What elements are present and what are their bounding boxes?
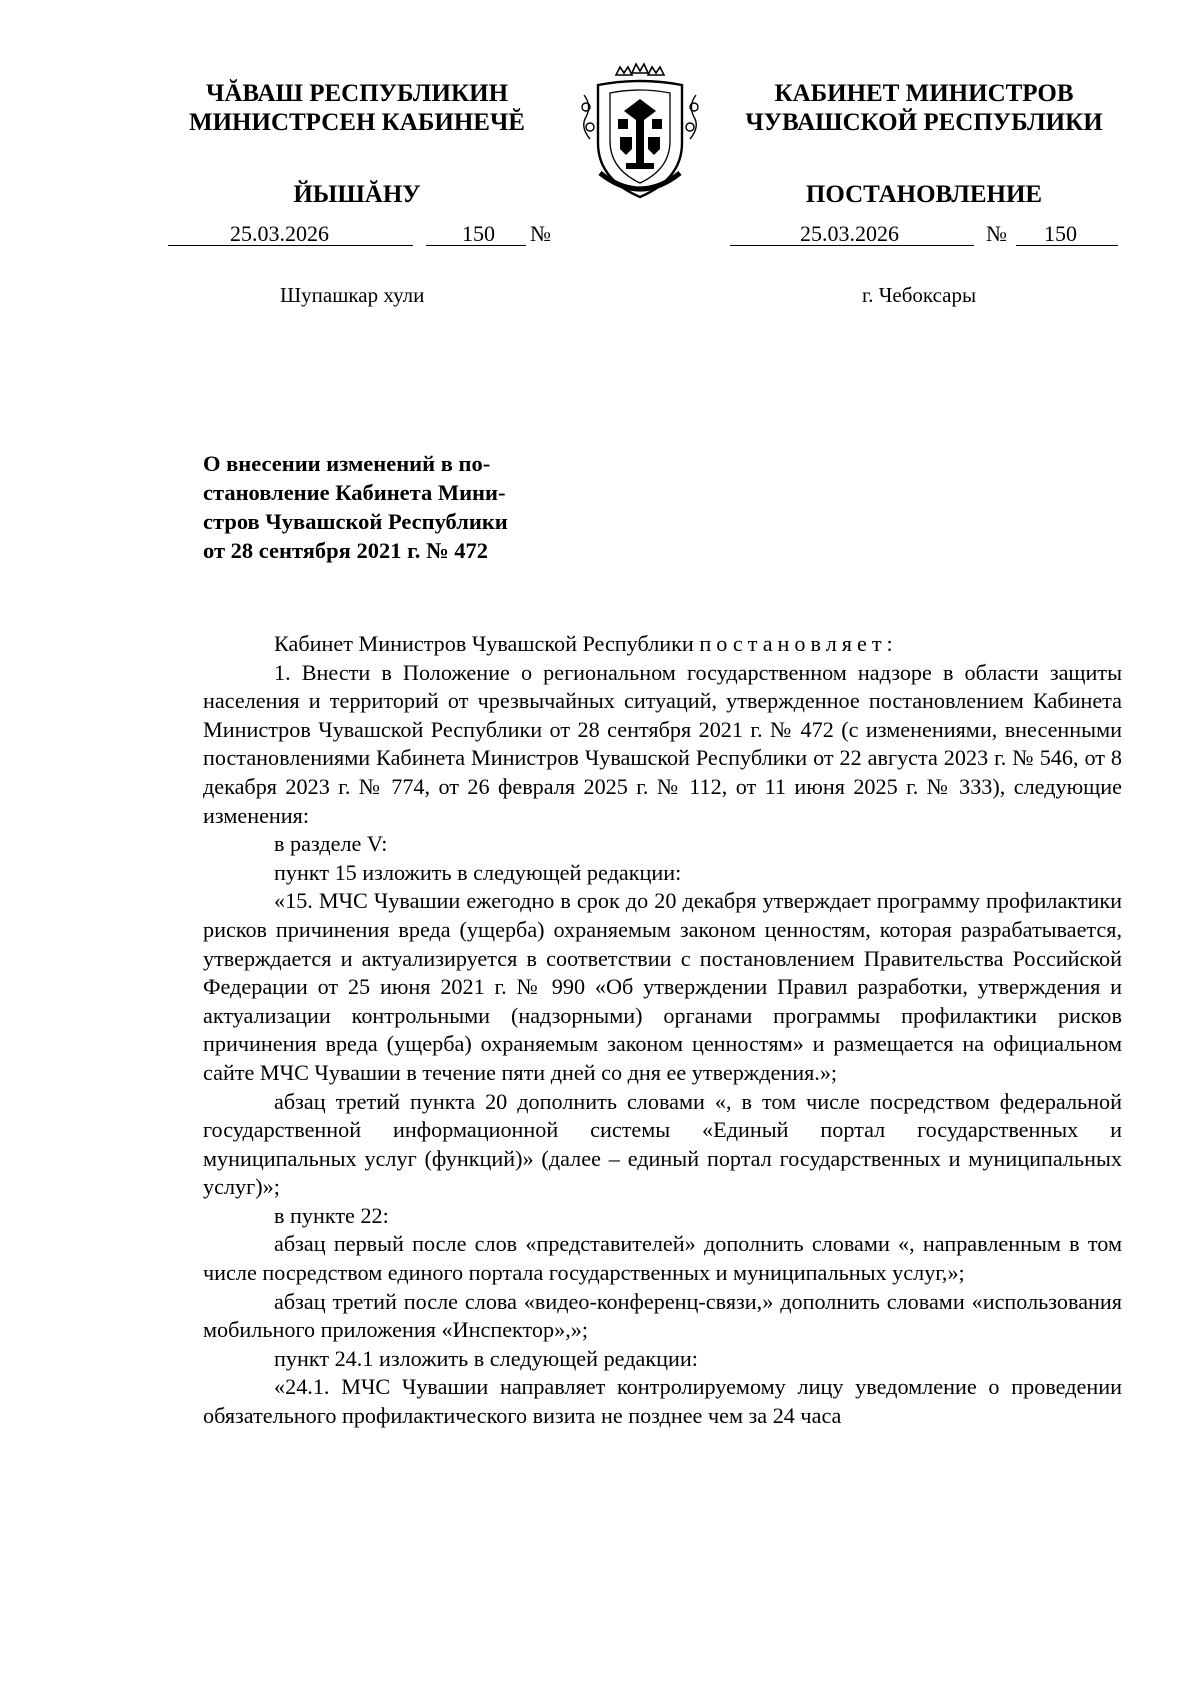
left-header-line2: МИНИСТРСЕН КАБИНЕЧĔ xyxy=(189,109,525,136)
intro-verb: постановляет: xyxy=(699,631,898,656)
subject-line-4: от 28 сентября 2021 г. № 472 xyxy=(203,538,488,563)
paragraph-7: абзац первый после слов «представителей» дополнить словами «, направленным в том числе посредством единого портала государственных и муниципальных услуг,»; xyxy=(203,1231,1122,1286)
left-number-sign: № xyxy=(530,221,551,246)
left-date: 25.03.2026 xyxy=(230,221,329,246)
left-header xyxy=(162,79,552,209)
subject-line-2: становление Кабинета Мини- xyxy=(203,480,506,505)
paragraph-10: «24.1. МЧС Чувашии направляет контролируемому лицу уведомление о проведении обязательного профилактического визита не позднее чем за 24 часа xyxy=(203,1374,1122,1429)
left-doc-type: ЙЫШĂНУ xyxy=(293,181,421,208)
right-header-line1: КАБИНЕТ МИНИСТРОВ xyxy=(774,80,1074,107)
paragraph-1: 1. Внести в Положение о региональном государственном надзоре в области защиты населения и территорий от чрезвычайных ситуаций, утвержденное постановлением Кабинета Министров Чувашской Республики от 28 сентября 2021 г. № 472 (с изменениями, внесенными постановлениями Кабинета Министров Чувашской Республики от 22 августа 2023 г. № 546, от 8 декабря 2023 г. № 774, от 26 февраля 2025 г. № 112, от 11 июня 2025 г. № 333), следующие изменения: xyxy=(203,659,1122,828)
right-doc-type: ПОСТАНОВЛЕНИЕ xyxy=(805,181,1043,208)
document-subject xyxy=(203,449,573,565)
document-body xyxy=(203,630,1122,1431)
right-number-sign: № xyxy=(986,221,1007,246)
paragraph-9: пункт 24.1 изложить в следующей редакции: xyxy=(274,1345,698,1371)
left-header-line1: ЧĂВАШ РЕСПУБЛИКИН xyxy=(205,80,509,107)
right-header xyxy=(724,79,1124,209)
paragraph-2: в разделе V: xyxy=(274,831,388,857)
right-city: г. Чебоксары xyxy=(862,283,977,307)
chuvash-coat-of-arms-icon xyxy=(570,55,710,203)
right-dateline xyxy=(730,223,1130,253)
paragraph-8: абзац третий после слова «видео-конференц-связи,» дополнить словами «использования мобильного приложения «Инспектор»,»; xyxy=(203,1288,1122,1343)
paragraph-4: «15. МЧС Чувашии ежегодно в срок до 20 декабря утверждает программу профилактики рисков причинения вреда (ущерба) охраняемым законом ценностям, которая разрабатывается, утверждается и актуализируется в соответствии с постановлением Правительства Российской Федерации от 25 июня 2021 г. № 990 «Об утверждении Правил разработки, утверждения и актуализации контрольными (надзорными) органами программы профилактики рисков причинения вреда (ущерба) охраняемым законом ценностям» и размещается на официальном сайте МЧС Чувашии в течение пяти дней со дня ее утверждения.»; xyxy=(203,888,1122,1085)
intro-paragraph xyxy=(203,630,1122,659)
paragraph-5: абзац третий пункта 20 дополнить словами «, в том числе посредством федеральной государственной информационной системы «Единый портал государственных и муниципальных услуг (функций)» (далее – единый портал государственных и муниципальных услуг)»; xyxy=(203,1088,1122,1200)
paragraph-3: пункт 15 изложить в следующей редакции: xyxy=(274,859,682,885)
right-header-line2: ЧУВАШСКОЙ РЕСПУБЛИКИ xyxy=(745,109,1103,136)
left-dateline xyxy=(168,223,558,253)
subject-line-3: стров Чувашской Республики xyxy=(203,509,508,534)
subject-line-1: О внесении изменений в по- xyxy=(203,451,491,476)
right-number: 150 xyxy=(1044,221,1077,246)
right-date: 25.03.2026 xyxy=(800,221,899,246)
intro-prefix: Кабинет Министров Чувашской Республики xyxy=(274,631,700,656)
left-city: Шупашкар хули xyxy=(280,283,425,307)
left-number: 150 xyxy=(462,221,495,246)
paragraph-6: в пункте 22: xyxy=(274,1202,389,1228)
